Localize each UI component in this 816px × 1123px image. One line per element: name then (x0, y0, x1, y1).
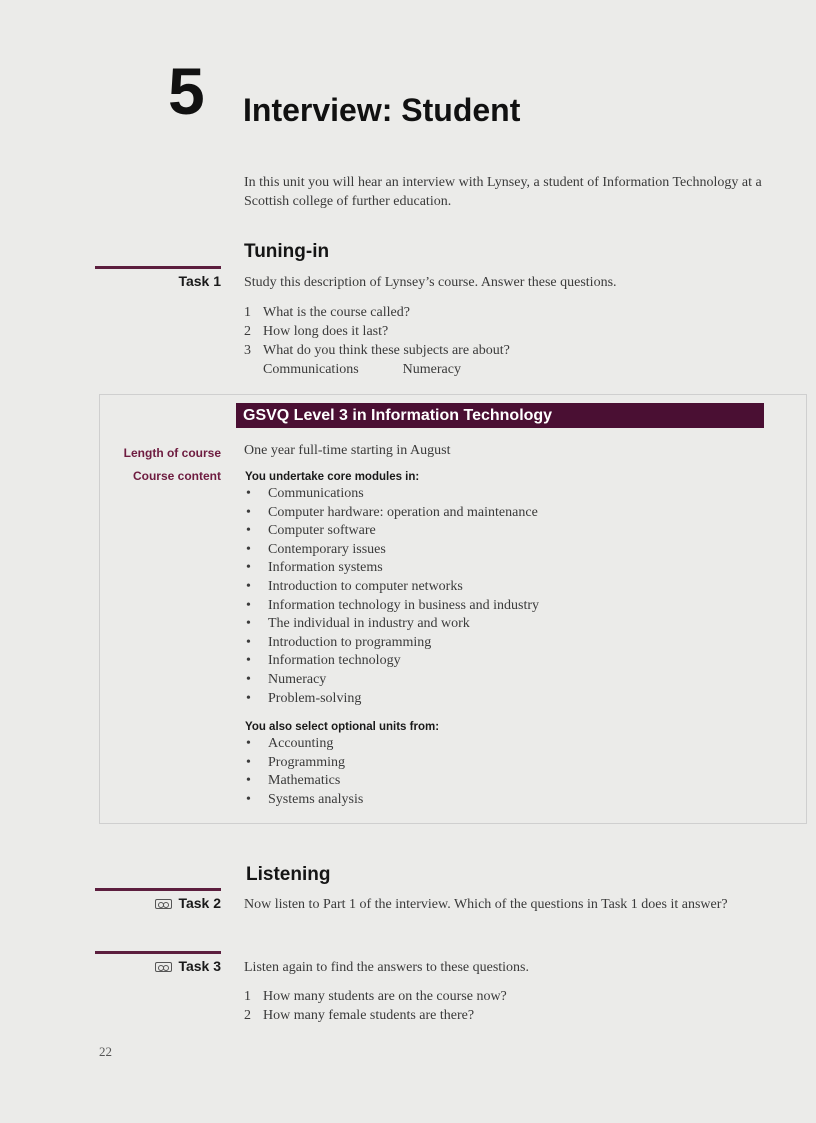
list-item: 1 What is the course called? (244, 305, 410, 320)
optional-units-heading: You also select optional units from: (245, 721, 440, 733)
task2-rule (95, 888, 221, 891)
list-item: • Introduction to computer networks (246, 578, 463, 594)
task1-label: Task 1 (178, 273, 221, 289)
task1-subjects (244, 360, 784, 379)
list-item: • Information systems (246, 560, 383, 576)
task2-instruction: Now listen to Part 1 of the interview. Which of the questions in Task 1 does it answer? (244, 897, 728, 912)
task3-instruction: Listen again to find the answers to these questions. (244, 960, 529, 975)
course-content-label: Course content (132, 469, 221, 483)
list-item: • Computer hardware: operation and maintenance (246, 504, 538, 520)
list-item: • The individual in industry and work (246, 616, 470, 632)
list-item: • Accounting (246, 736, 334, 751)
audio-cassette-icon (155, 899, 172, 909)
core-modules-heading: You undertake core modules in: (245, 471, 420, 483)
list-item: • Mathematics (246, 773, 341, 789)
list-item: • Programming (246, 754, 345, 770)
list-item: • Communications (246, 486, 364, 501)
task2-label: Task 2 (95, 895, 221, 911)
task3-label: Task 3 (95, 958, 221, 974)
length-of-course-label: Length of course (123, 446, 221, 460)
list-item: 1 How many students are on the course now? (244, 989, 507, 1004)
course-title-banner: GSVQ Level 3 in Information Technology (236, 403, 764, 428)
page-number: 22 (99, 1044, 112, 1059)
length-of-course-value: One year full-time starting in August (244, 443, 451, 458)
section-heading-tuning-in: Tuning-in (244, 241, 330, 262)
core-modules-list (244, 485, 784, 708)
list-item: • Computer software (246, 523, 376, 539)
list-item: • Numeracy (246, 671, 327, 687)
unit-intro: In this unit you will hear an interview with Lynsey, a student of Information Technology at a Scottish college of further education. (244, 175, 762, 209)
list-item: • Contemporary issues (246, 541, 386, 557)
list-item: • Introduction to programming (246, 634, 432, 650)
list-item: • Problem-solving (246, 690, 362, 706)
task3-questions (244, 987, 784, 1025)
list-item: • Information technology (246, 653, 401, 669)
unit-number: 5 (168, 54, 205, 128)
list-item: • Information technology in business and industry (246, 597, 540, 613)
task1-instruction: Study this description of Lynsey’s course. Answer these questions. (244, 275, 617, 290)
subject-communications: Communications (263, 362, 359, 377)
audio-cassette-icon (155, 962, 172, 972)
task3-rule (95, 951, 221, 954)
list-item: 2 How many female students are there? (244, 1008, 475, 1023)
task1-questions (244, 303, 784, 379)
optional-units-list (244, 735, 784, 809)
task1-rule (95, 266, 221, 269)
list-item: 3 What do you think these subjects are about? (244, 343, 510, 358)
list-item: 2 How long does it last? (244, 324, 389, 339)
subject-numeracy: Numeracy (402, 362, 461, 377)
section-heading-listening: Listening (246, 864, 331, 885)
unit-title: Interview: Student (243, 92, 521, 128)
list-item: • Systems analysis (246, 791, 364, 807)
